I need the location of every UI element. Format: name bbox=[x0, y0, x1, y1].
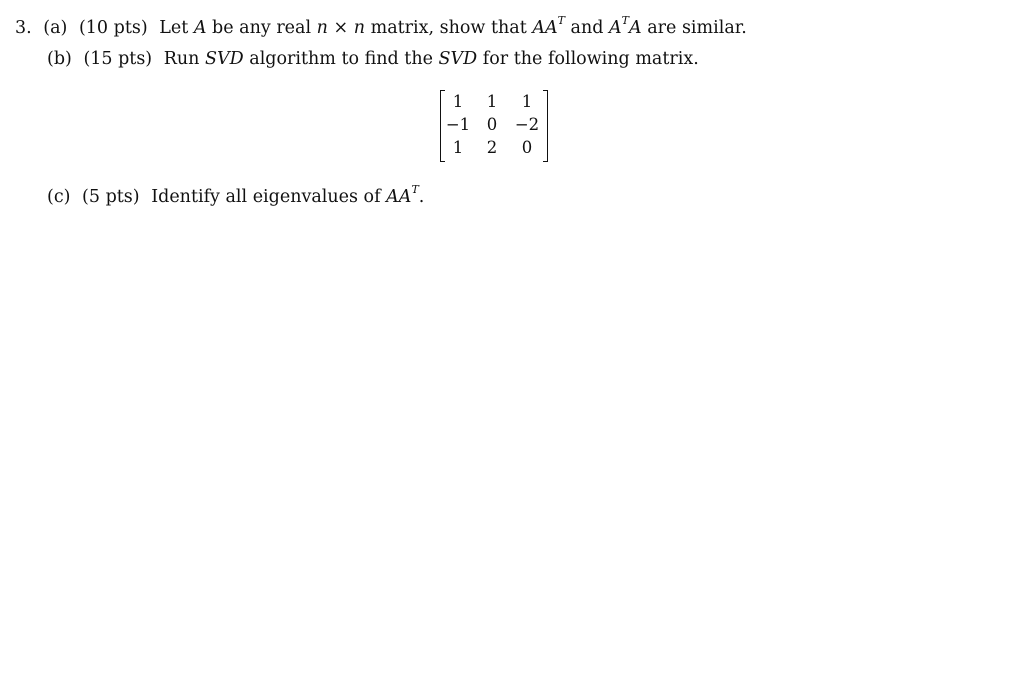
symbol-n: n bbox=[353, 18, 366, 38]
symbol-n: n bbox=[316, 18, 328, 38]
expr-ata bbox=[609, 14, 642, 38]
matrix-cell: 0 bbox=[486, 115, 498, 134]
part-c-points: (5 pts) bbox=[82, 187, 140, 207]
period: . bbox=[418, 187, 425, 207]
right-bracket bbox=[543, 90, 548, 162]
symbol-a: A bbox=[193, 18, 207, 38]
symbol-svd: SVD bbox=[438, 49, 478, 69]
matrix-cell: 2 bbox=[486, 138, 498, 157]
problem-number: 3. bbox=[15, 18, 32, 38]
part-b-text-3: for the following matrix. bbox=[482, 49, 699, 69]
problem-b-line bbox=[47, 48, 699, 70]
symbol-svd: SVD bbox=[205, 49, 244, 69]
matrix-cell: 1 bbox=[486, 92, 498, 111]
part-c-text-1: Identify all eigenvalues of bbox=[151, 187, 381, 207]
part-a-text-4: are similar. bbox=[647, 18, 747, 38]
part-b-text-2: algorithm to find the bbox=[249, 49, 433, 69]
transpose-sup: T bbox=[621, 14, 630, 28]
part-b-label: (b) bbox=[47, 49, 72, 69]
part-b-points: (15 pts) bbox=[83, 49, 153, 69]
matrix bbox=[440, 90, 548, 162]
part-c-label: (c) bbox=[47, 187, 71, 207]
problem-a-line bbox=[15, 14, 747, 39]
matrix-cell: 1 bbox=[452, 138, 464, 157]
expr-aat bbox=[532, 14, 565, 38]
part-a-points: (10 pts) bbox=[78, 18, 148, 38]
transpose-sup: T bbox=[557, 14, 565, 28]
matrix-cell: −1 bbox=[445, 115, 471, 134]
part-a-text-2: be any real bbox=[212, 18, 312, 38]
transpose-sup: T bbox=[411, 183, 419, 197]
times-symbol: × bbox=[333, 18, 349, 38]
symbol-aa: AA bbox=[532, 18, 558, 38]
problem-c-line bbox=[47, 183, 425, 208]
matrix-cell: −2 bbox=[514, 115, 540, 134]
part-a-text-1: Let bbox=[159, 18, 189, 38]
symbol-a: A bbox=[629, 18, 642, 38]
matrix-cell: 1 bbox=[521, 92, 533, 111]
matrix-cell: 1 bbox=[452, 92, 464, 111]
symbol-aa: AA bbox=[386, 187, 412, 207]
part-a-and: and bbox=[570, 18, 604, 38]
matrix-cell: 0 bbox=[521, 138, 533, 157]
part-a-label: (a) bbox=[43, 18, 68, 38]
part-b-text-1: Run bbox=[163, 49, 200, 69]
symbol-a: A bbox=[609, 18, 622, 38]
expr-aat bbox=[386, 183, 419, 207]
part-a-text-3: matrix, show that bbox=[370, 18, 527, 38]
